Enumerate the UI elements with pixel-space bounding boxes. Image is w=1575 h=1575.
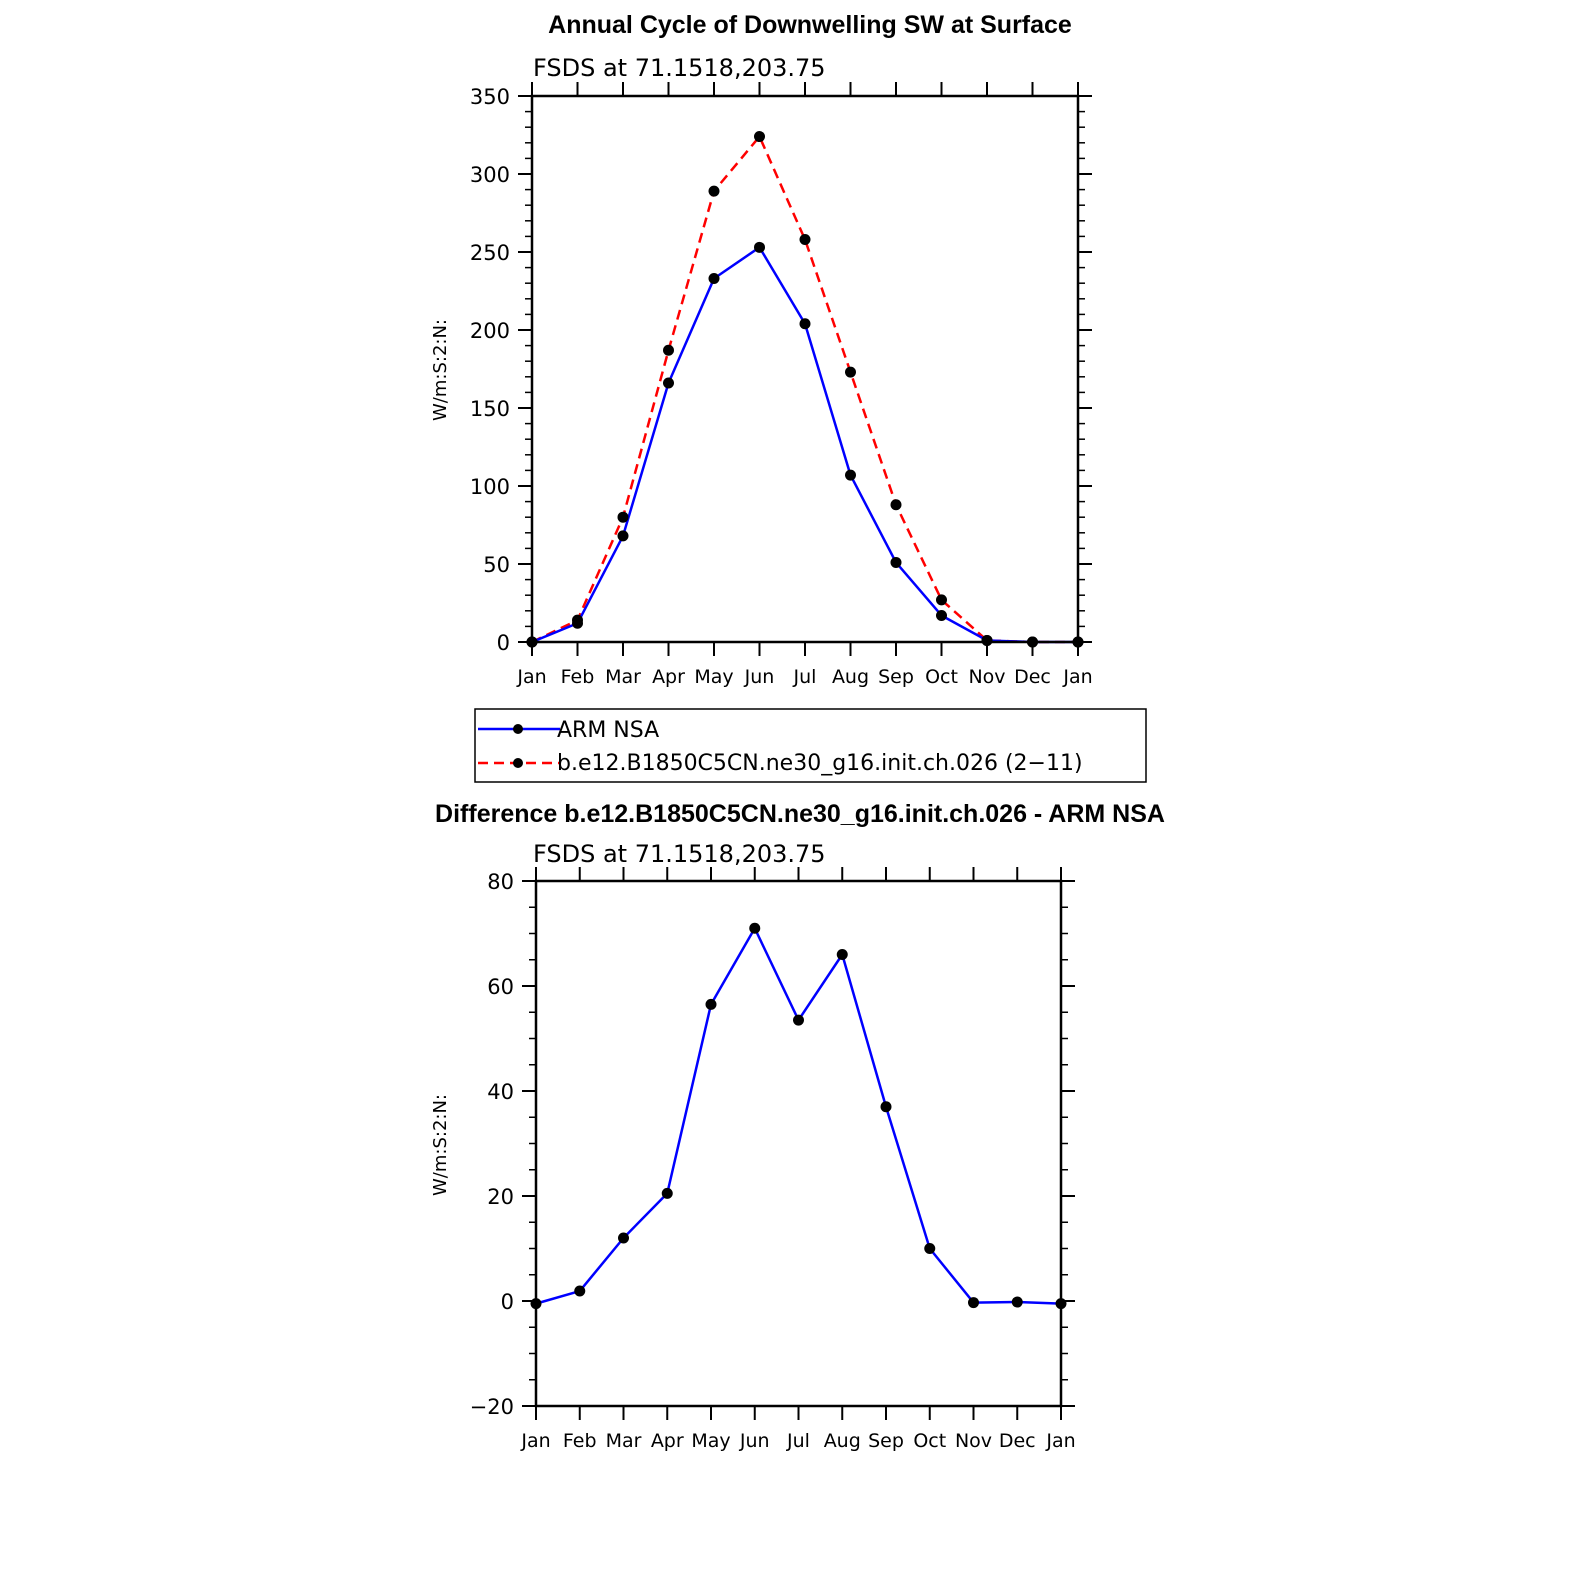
data-point-series-1 xyxy=(936,594,947,605)
y-tick-label: 40 xyxy=(487,1080,514,1104)
y-tick-label: 80 xyxy=(487,870,514,894)
data-point-series-0 xyxy=(662,1188,673,1199)
chart-subtitle: FSDS at 71.1518,203.75 xyxy=(533,840,826,868)
x-tick-label: May xyxy=(691,1430,731,1452)
legend-marker-model xyxy=(513,758,523,768)
data-point-series-0 xyxy=(749,923,760,934)
series-layer xyxy=(531,923,1067,1309)
x-tick-label: Mar xyxy=(605,1430,642,1452)
x-tick-label: Dec xyxy=(1014,666,1051,688)
data-point-series-0 xyxy=(936,610,947,621)
x-tick-label: Feb xyxy=(560,666,595,688)
x-tick-label: Sep xyxy=(878,666,914,688)
x-tick-label: Jan xyxy=(1063,666,1093,688)
data-point-series-0 xyxy=(618,530,629,541)
series-line-0 xyxy=(536,928,1061,1303)
data-point-series-0 xyxy=(618,1233,629,1244)
legend-label-arm-nsa: ARM NSA xyxy=(557,718,660,743)
y-tick-label: 200 xyxy=(469,319,510,343)
x-tick-label: Apr xyxy=(652,666,685,688)
data-point-series-0 xyxy=(1012,1297,1023,1308)
chart-title: Annual Cycle of Downwelling SW at Surface xyxy=(548,11,1072,39)
data-point-series-0 xyxy=(572,618,583,629)
x-tick-label: Mar xyxy=(605,666,641,688)
data-point-series-1 xyxy=(663,345,674,356)
data-point-series-1 xyxy=(845,367,856,378)
data-point-series-0 xyxy=(891,557,902,568)
y-tick-label: 300 xyxy=(469,163,510,187)
y-tick-label: 20 xyxy=(487,1185,514,1209)
data-point-series-0 xyxy=(793,1015,804,1026)
x-tick-label: Dec xyxy=(998,1430,1036,1452)
data-point-series-0 xyxy=(845,470,856,481)
chart-title: Difference b.e12.B1850C5CN.ne30_g16.init.ch.026 - ARM NSA xyxy=(435,800,1165,828)
axis-ticks xyxy=(522,867,1075,1420)
x-tick-label: Nov xyxy=(954,1430,993,1452)
data-point-series-0 xyxy=(968,1297,979,1308)
data-point-series-1 xyxy=(754,131,765,142)
series-layer xyxy=(527,131,1084,647)
plot-frame xyxy=(532,96,1078,642)
y-axis-label: W/m:S:2:N: xyxy=(430,1094,451,1196)
x-tick-label: Jan xyxy=(521,1430,551,1452)
data-point-series-0 xyxy=(663,378,674,389)
x-tick-label: Aug xyxy=(823,1430,861,1452)
data-point-series-0 xyxy=(800,318,811,329)
y-tick-label: 50 xyxy=(483,553,510,577)
data-point-series-0 xyxy=(881,1101,892,1112)
x-tick-label: May xyxy=(694,666,734,688)
x-tick-label: Feb xyxy=(562,1430,597,1452)
y-tick-label: 250 xyxy=(469,241,510,265)
x-tick-label: Jul xyxy=(787,1430,810,1452)
data-point-series-1 xyxy=(800,234,811,245)
y-tick-label: 0 xyxy=(496,631,510,655)
data-point-series-1 xyxy=(618,512,629,523)
y-tick-label: 60 xyxy=(487,975,514,999)
y-tick-label: −20 xyxy=(469,1395,514,1419)
data-point-series-0 xyxy=(754,242,765,253)
x-tick-label: Oct xyxy=(925,666,958,688)
x-tick-label: Jul xyxy=(793,666,817,688)
difference-chart xyxy=(430,800,1165,1452)
x-tick-label: Apr xyxy=(650,1430,684,1452)
series-line-0 xyxy=(532,247,1078,642)
data-point-series-0 xyxy=(982,635,993,646)
annual-cycle-chart xyxy=(430,11,1093,688)
tick-labels xyxy=(470,870,1076,1452)
data-point-series-0 xyxy=(924,1243,935,1254)
data-point-series-0 xyxy=(706,999,717,1010)
y-axis-label: W/m:S:2:N: xyxy=(430,319,451,421)
legend xyxy=(475,709,1146,782)
x-tick-label: Sep xyxy=(868,1430,904,1452)
y-tick-label: 100 xyxy=(469,475,510,499)
data-point-series-0 xyxy=(709,273,720,284)
x-tick-label: Nov xyxy=(968,666,1006,688)
chart-subtitle: FSDS at 71.1518,203.75 xyxy=(533,54,826,82)
x-tick-label: Jun xyxy=(744,666,775,688)
y-tick-label: 350 xyxy=(469,85,510,109)
legend-marker-arm-nsa xyxy=(513,724,523,734)
legend-label-model: b.e12.B1850C5CN.ne30_g16.init.ch.026 (2−11) xyxy=(557,751,1083,776)
data-point-series-1 xyxy=(709,186,720,197)
x-tick-label: Jan xyxy=(1046,1430,1076,1452)
x-tick-label: Jan xyxy=(517,666,547,688)
plot-frame xyxy=(536,881,1061,1406)
x-tick-label: Aug xyxy=(831,666,870,688)
data-point-series-1 xyxy=(891,499,902,510)
data-point-series-0 xyxy=(837,949,848,960)
y-tick-label: 150 xyxy=(469,397,510,421)
data-point-series-0 xyxy=(574,1286,585,1297)
x-tick-label: Oct xyxy=(913,1430,947,1452)
series-line-1 xyxy=(532,137,1078,642)
y-tick-label: 0 xyxy=(500,1290,514,1314)
tick-labels xyxy=(470,85,1093,688)
x-tick-label: Jun xyxy=(739,1430,770,1452)
